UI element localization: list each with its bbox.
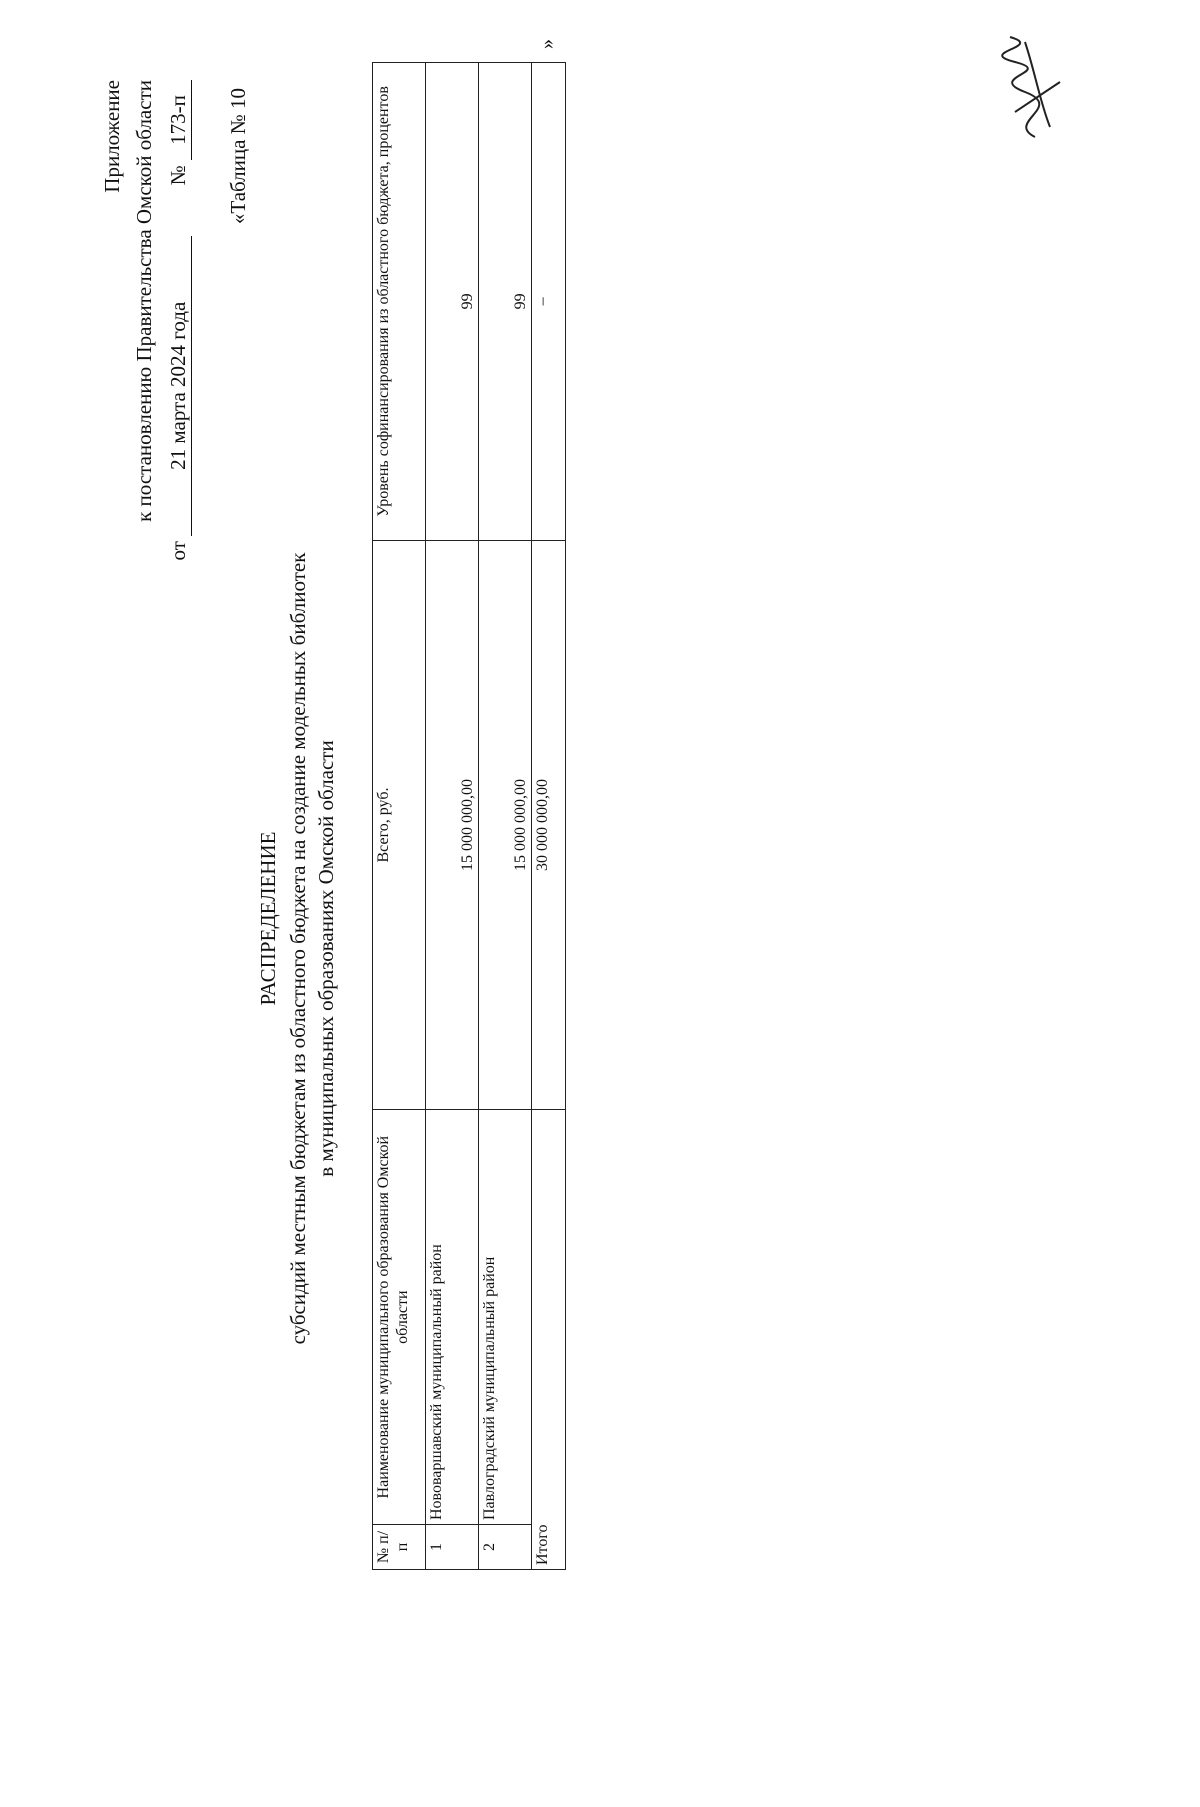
appendix-label: Приложение — [100, 80, 124, 193]
document-subtitle-line2: в муниципальных образованиях Омской области — [314, 740, 338, 1177]
signature-icon — [995, 32, 1075, 142]
resolution-date-number — [166, 80, 192, 560]
row-num: 1 — [426, 1525, 479, 1570]
row-total: 15 000 000,00 — [479, 540, 532, 1110]
row-level: 99 — [426, 63, 479, 541]
row-total: 15 000 000,00 — [426, 540, 479, 1110]
row-level: 99 — [479, 63, 532, 541]
resolution-date: 21 марта 2024 года — [166, 236, 192, 536]
document-subtitle-line1: субсидий местным бюджетам из областного бюджета на создание модельных библиотек — [286, 552, 310, 1345]
total-amount: 30 000 000,00 — [532, 540, 566, 1110]
total-level: – — [532, 63, 566, 541]
header-total: Всего, руб. — [373, 540, 426, 1110]
row-name: Нововаршавский муниципальный район — [426, 1110, 479, 1525]
row-num: 2 — [479, 1525, 532, 1570]
header-level: Уровень софинансирования из областного бюджета, процентов — [373, 63, 426, 541]
table-row — [426, 63, 479, 1570]
table-row — [479, 63, 532, 1570]
header-name: Наименование муниципального образования Омской области — [373, 1110, 426, 1525]
distribution-table — [372, 62, 566, 1570]
resolution-number: 173-п — [166, 80, 192, 160]
closing-quote: » — [536, 39, 558, 49]
row-name: Павлоградский муниципальный район — [479, 1110, 532, 1525]
number-label: № — [166, 165, 190, 186]
table-header-row — [373, 63, 426, 1570]
table-label: «Таблица № 10 — [226, 88, 250, 225]
resolution-reference: к постановлению Правительства Омской области — [132, 80, 156, 522]
header-num: № п/п — [373, 1525, 426, 1570]
total-row — [532, 63, 566, 1570]
document-title: РАСПРЕДЕЛЕНИЕ — [256, 831, 280, 1006]
total-label: Итого — [532, 1110, 566, 1570]
from-label: от — [166, 541, 190, 561]
